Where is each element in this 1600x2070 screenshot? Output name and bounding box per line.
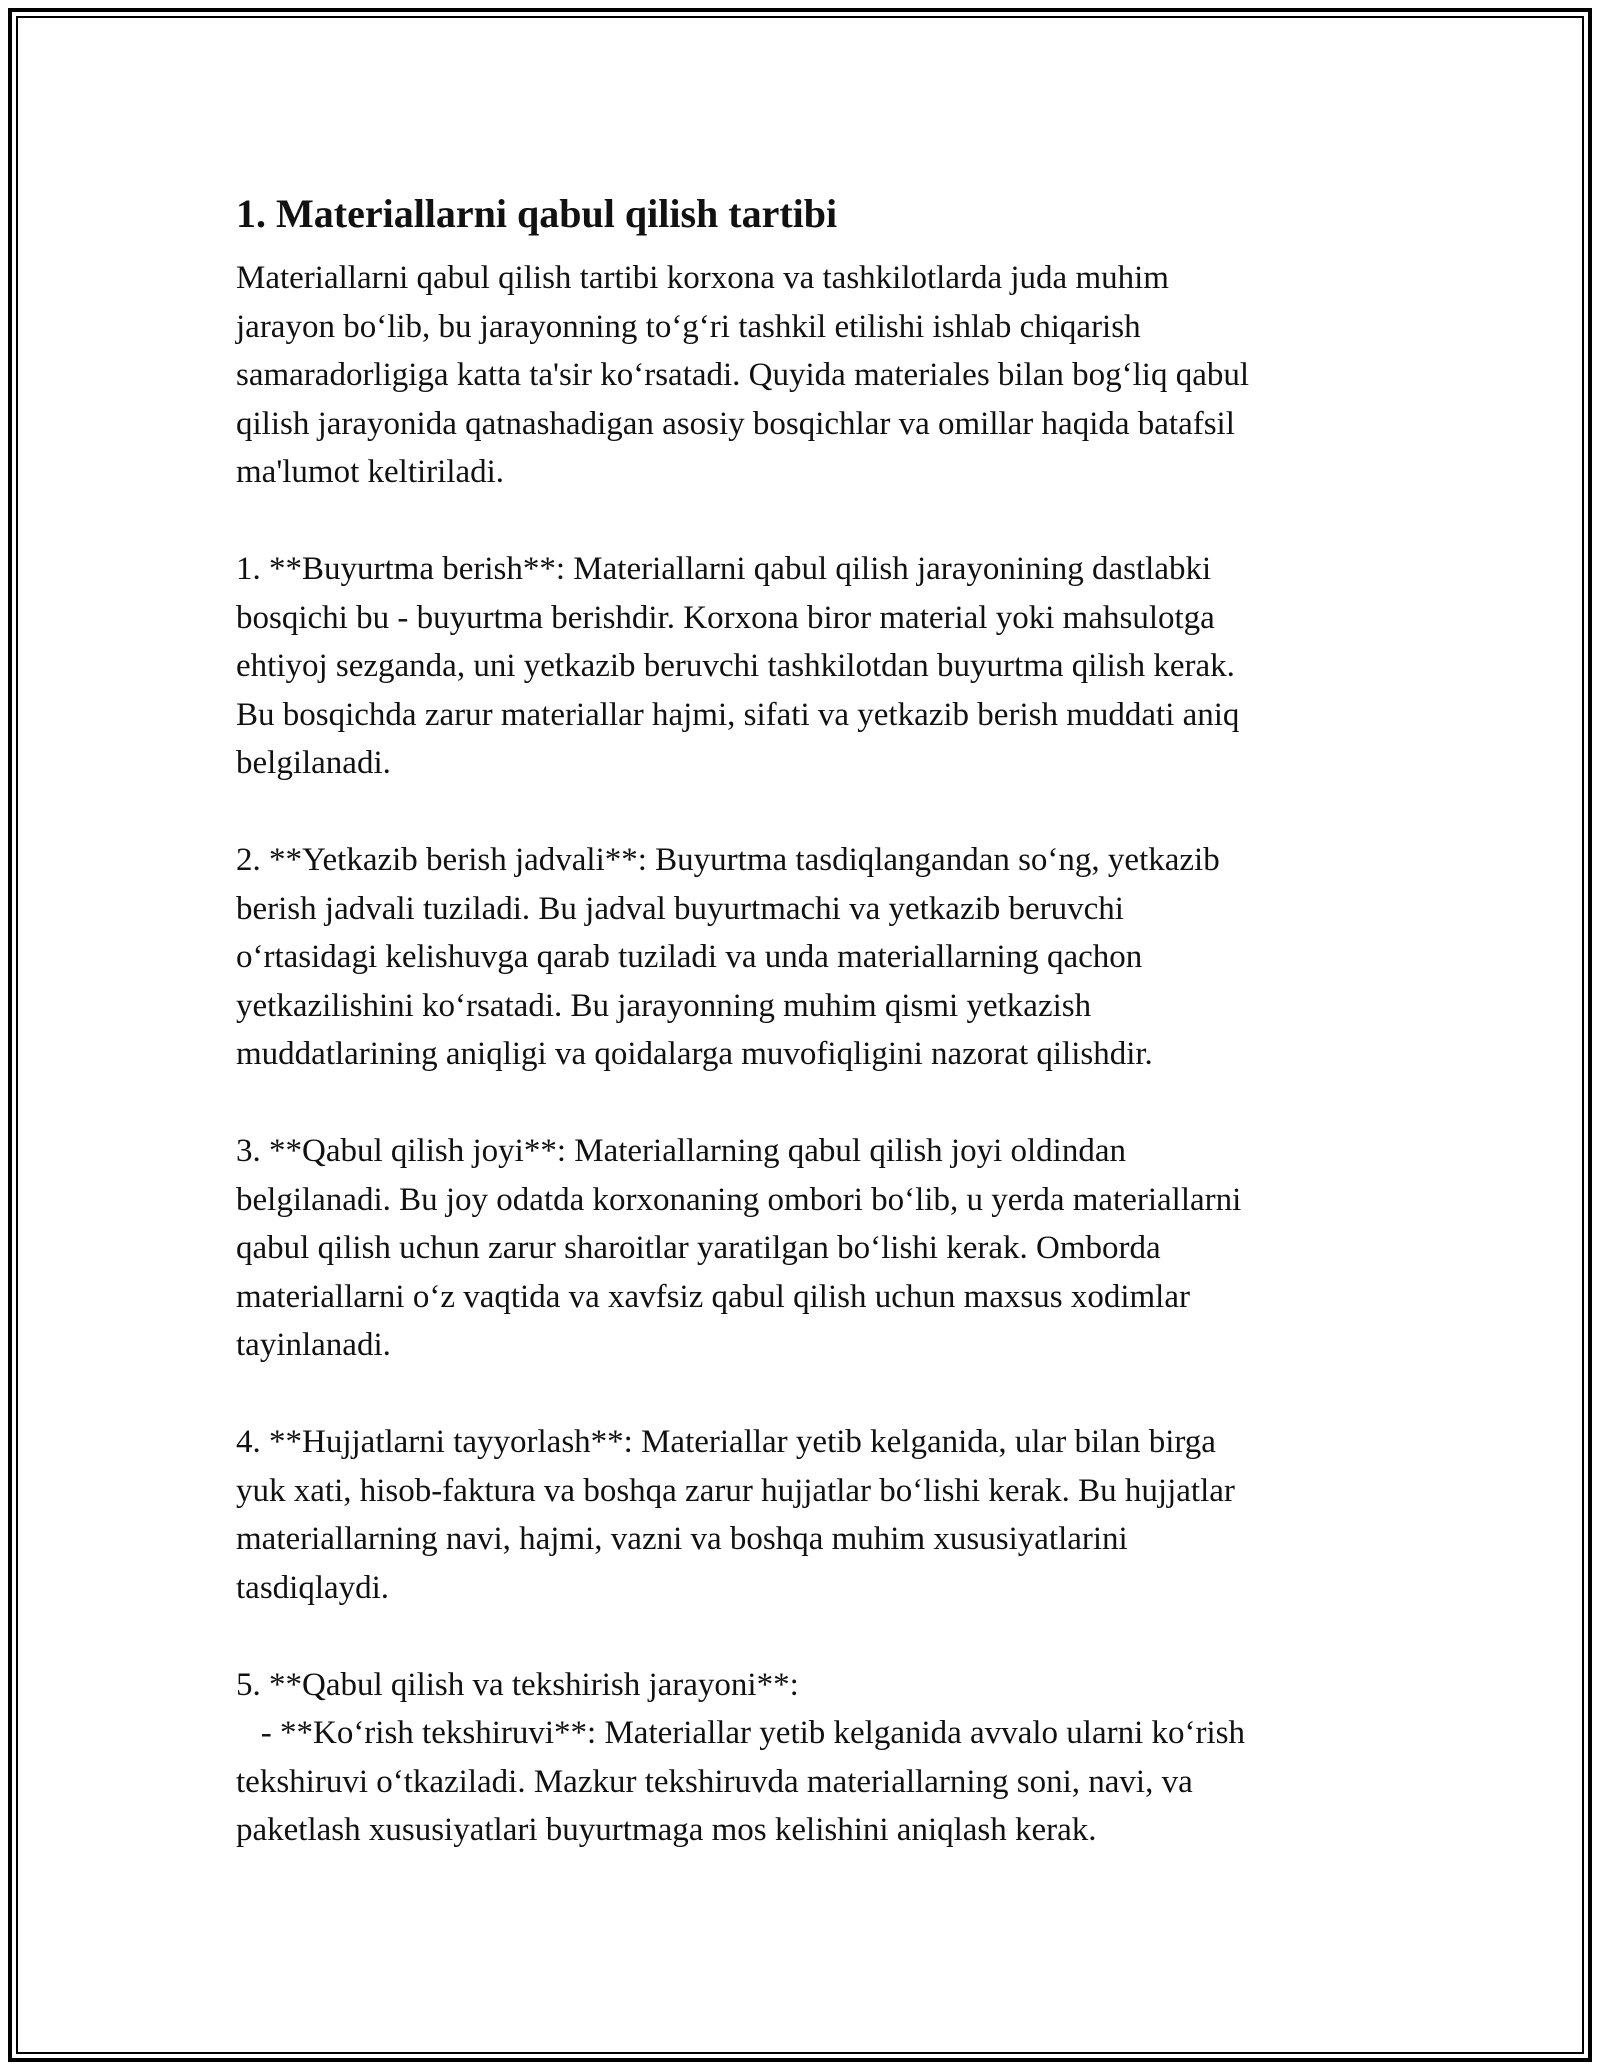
section-2-paragraph (236, 836, 1396, 1079)
text-line: Materiallarni qabul qilish tartibi korxona va tashkilotlarda juda muhim (236, 260, 1169, 296)
section-5-paragraph (236, 1661, 1396, 1855)
text-line: belgilanadi. (236, 745, 391, 781)
text-line: samaradorligiga katta ta'sir ko‘rsatadi. Quyida materiales bilan bog‘liq qabul (236, 357, 1250, 393)
intro-paragraph (236, 254, 1396, 497)
text-line: bosqichi bu - buyurtma berishdir. Korxona biror material yoki mahsulotga (236, 599, 1215, 636)
text-line: o‘rtasidagi kelishuvga qarab tuziladi va unda materiallarning qachon (236, 939, 1143, 975)
text-line: tasdiqlaydi. (236, 1569, 390, 1606)
document-body (236, 186, 1396, 1903)
document-title: 1. Materiallarni qabul qilish tartibi (236, 191, 838, 236)
text-line: paketlash xususiyatlari buyurtmaga mos kelishini aniqlash kerak. (236, 1812, 1097, 1848)
section-1-paragraph (236, 545, 1396, 788)
text-line: yuk xati, hisob-faktura va boshqa zarur hujjatlar bo‘lishi kerak. Bu hujjatlar (236, 1472, 1235, 1509)
text-line: materiallarning navi, hajmi, vazni va boshqa muhim xususiyatlarini (236, 1521, 1128, 1557)
text-line: yetkazilishini ko‘rsatadi. Bu jarayonning muhim qismi yetkazish (236, 987, 1092, 1024)
text-line: 5. **Qabul qilish va tekshirish jarayoni**: (236, 1666, 799, 1703)
section-4-paragraph (236, 1418, 1396, 1612)
text-line: jarayon bo‘lib, bu jarayonning to‘g‘ri tashkil etilishi ishlab chiqarish (236, 308, 1141, 345)
text-line: 1. **Buyurtma berish**: Materiallarni qabul qilish jarayonining dastlabki (236, 551, 1212, 587)
text-line: 2. **Yetkazib berish jadvali**: Buyurtma tasdiqlangandan so‘ng, yetkazib (236, 842, 1220, 878)
text-line: 3. **Qabul qilish joyi**: Materiallarning qabul qilish joyi oldindan (236, 1133, 1126, 1169)
text-line: belgilanadi. Bu joy odatda korxonaning ombori bo‘lib, u yerda materiallarni (236, 1181, 1242, 1218)
section-3-paragraph (236, 1127, 1396, 1370)
text-line: berish jadvali tuziladi. Bu jadval buyurtmachi va yetkazib beruvchi (236, 890, 1124, 927)
text-line: Bu bosqichda zarur materiallar hajmi, sifati va yetkazib berish muddati aniq (236, 696, 1240, 733)
text-line: qilish jarayonida qatnashadigan asosiy bosqichlar va omillar haqida batafsil (236, 405, 1235, 442)
text-line: 4. **Hujjatlarni tayyorlash**: Materiallar yetib kelganida, ular bilan birga (236, 1424, 1216, 1460)
text-line: ma'lumot keltiriladi. (236, 454, 505, 490)
text-line: tekshiruvi o‘tkaziladi. Mazkur tekshiruvda materiallarning soni, navi, va (236, 1763, 1193, 1800)
text-line: - **Ko‘rish tekshiruvi**: Materiallar yetib kelganida avvalo ularni ko‘rish (236, 1715, 1245, 1751)
text-line: ehtiyoj sezganda, uni yetkazib beruvchi tashkilotdan buyurtma qilish kerak. (236, 648, 1235, 684)
text-line: muddatlarining aniqligi va qoidalarga muvofiqligini nazorat qilishdir. (236, 1036, 1153, 1072)
text-line: materiallarni o‘z vaqtida va xavfsiz qabul qilish uchun maxsus xodimlar (236, 1278, 1190, 1315)
text-line: tayinlanadi. (236, 1327, 391, 1363)
text-line: qabul qilish uchun zarur sharoitlar yaratilgan bo‘lishi kerak. Omborda (236, 1230, 1161, 1266)
